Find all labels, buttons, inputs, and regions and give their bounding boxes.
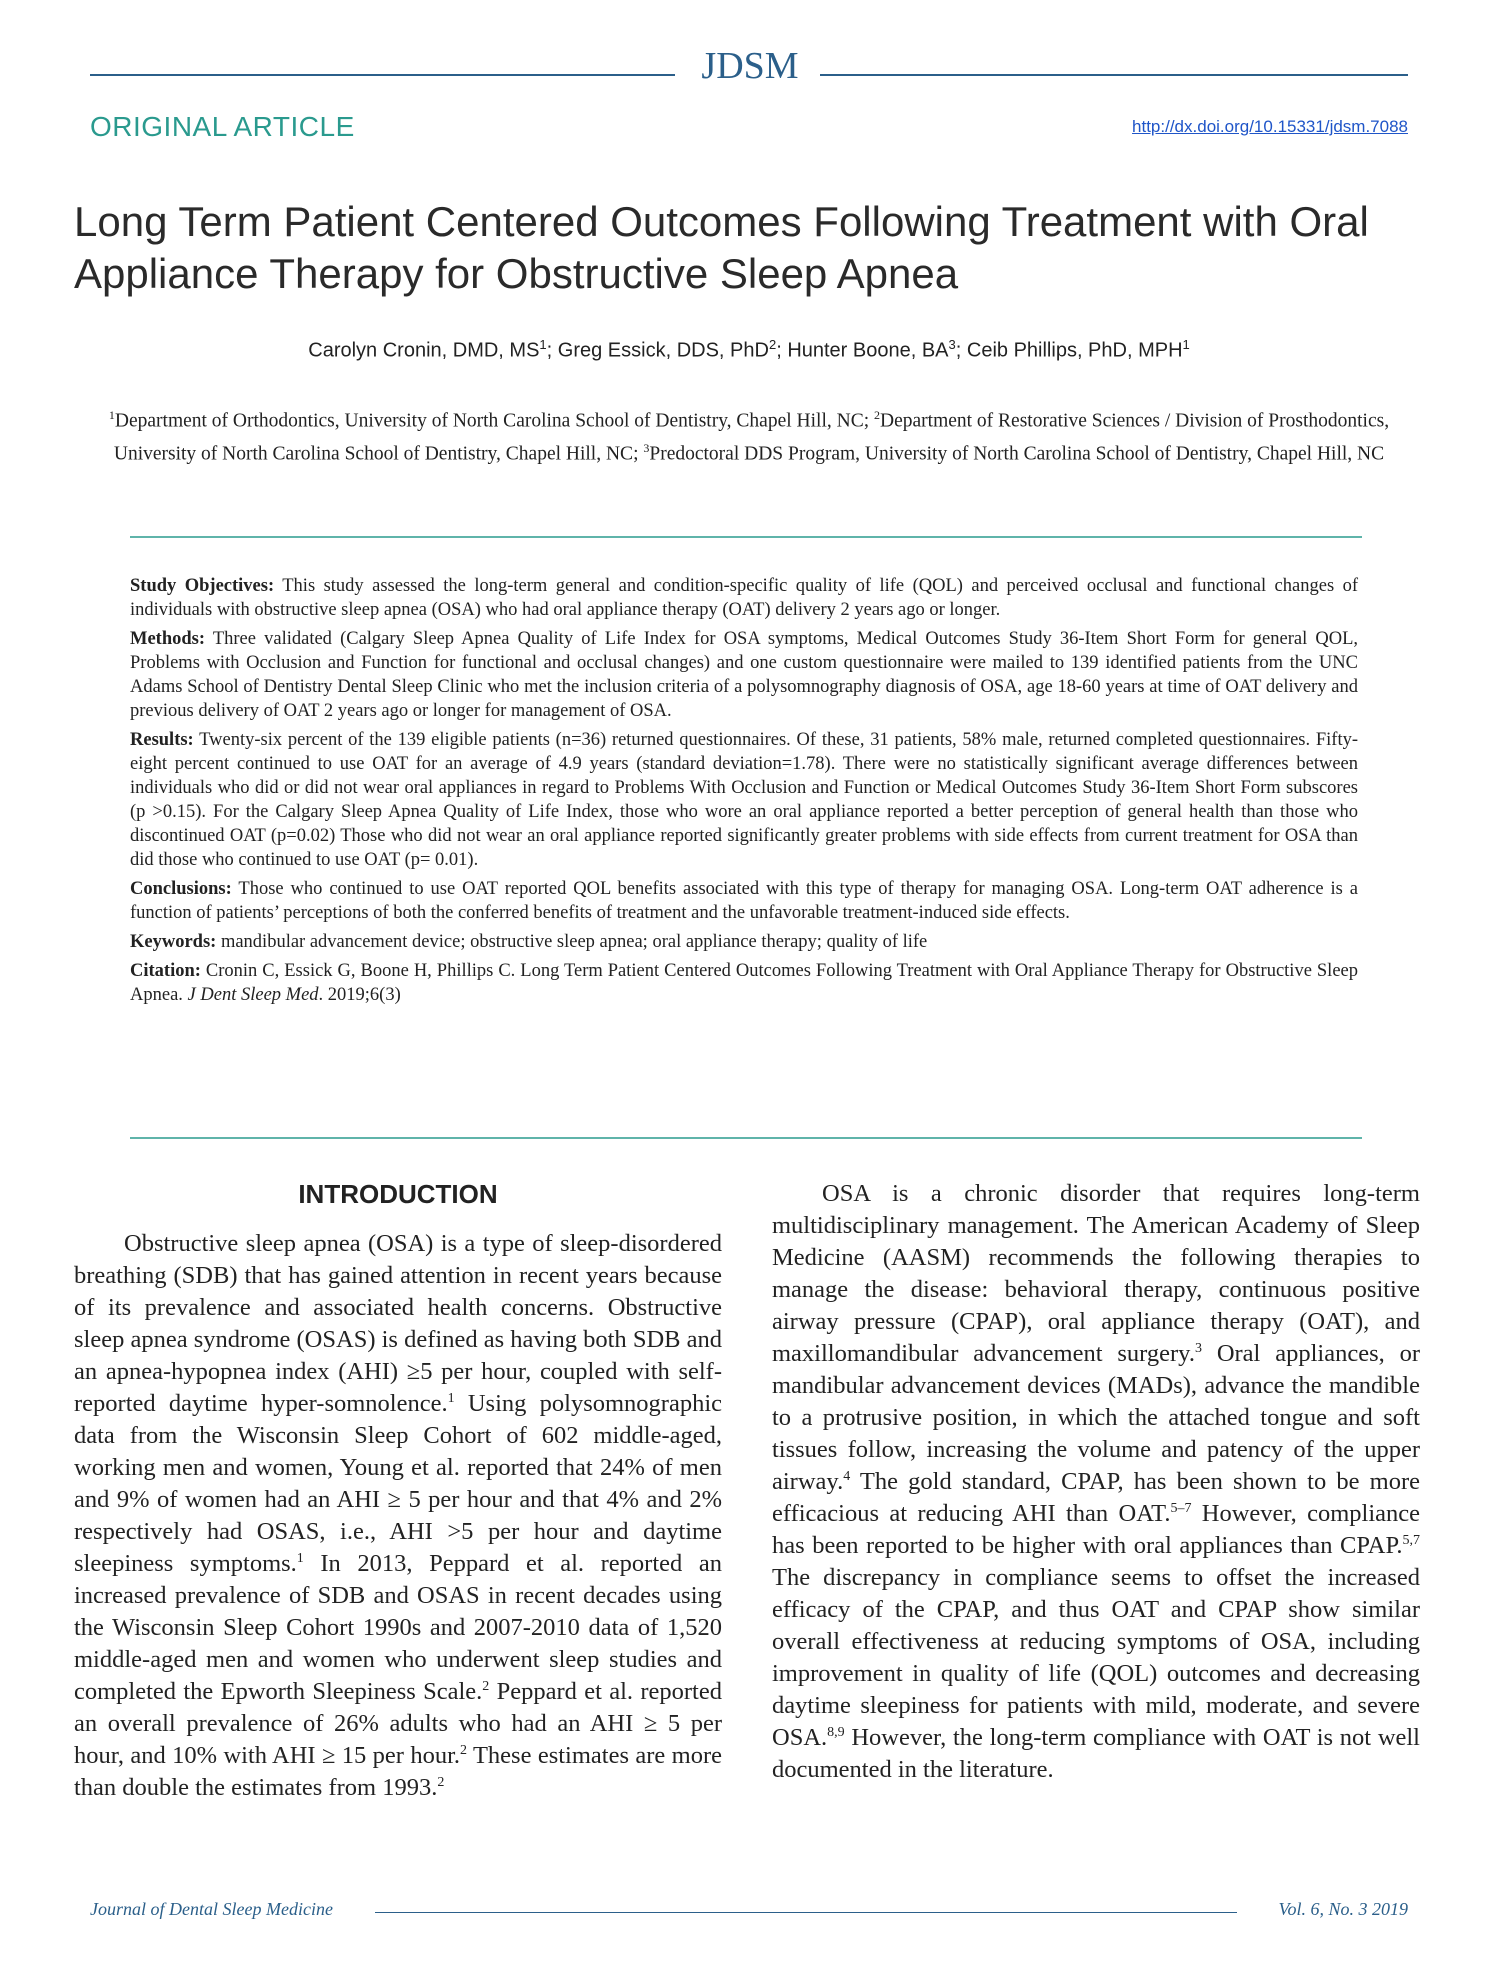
- citation-reference: 1: [296, 1550, 304, 1566]
- citation-reference: 2: [437, 1774, 445, 1790]
- footer-rule: [375, 1912, 1237, 1913]
- citation-reference: 1: [447, 1390, 455, 1406]
- abstract-citation: Citation: Cronin C, Essick G, Boone H, Phillips C. Long Term Patient Centered Outcomes Following Treatment with Oral Appliance Therapy for Obstructive Sleep Apnea. J Dent Sleep Med. 2019;6(3): [130, 961, 1358, 1005]
- author-affiliation-mark: 3: [948, 337, 956, 352]
- citation-reference: 5,7: [1402, 1532, 1420, 1548]
- author-name: Carolyn Cronin, DMD, MS: [308, 339, 540, 362]
- abstract-results: Results: Twenty-six percent of the 139 eligible patients (n=36) returned questionnaires. Of these, 31 patients, 58% male, returned completed questionnaires. Fifty-eight percent continued to use OAT for an average of 4.9 years (standard deviation=1.78). There were no statistically significant average differences between individuals who did or did not wear oral appliances in regard to Problems With Occlusion and Function or Medical Outcomes Study 36-Item Short Form subscores (p >0.15). For the Calgary Sleep Apnea Quality of Life Index, those who wore an oral appliance reported a better perception of general health than those who discontinued OAT (p=0.02) Those who did not wear an oral appliance reported significantly greater problems with side effects from current treatment for OSA than did those who continued to use OAT (p= 0.01).: [130, 730, 1358, 870]
- author-affiliation-mark: 2: [768, 337, 777, 352]
- journal-logo: JDSM: [701, 45, 799, 87]
- body-text: Oral appliances, or mandibular advancement devices (MADs), advance the mandible to a protrusive position, in which the attached tongue and soft tissues follow, increasing the volume and patency of the upper airway.: [772, 1340, 1420, 1495]
- left-column: [74, 1178, 722, 1804]
- author-affiliation-mark: 1: [1182, 337, 1190, 352]
- affiliations: [74, 402, 1424, 467]
- doi-link[interactable]: http://dx.doi.org/10.15331/jdsm.7088: [1132, 117, 1408, 136]
- body-text: Obstructive sleep apnea (OSA) is a type of sleep-disordered breathing (SDB) that has gained attention in recent years because of its prevalence and associated health concerns. Obstructive sleep apnea syndrome (OSAS) is defined as having both SDB and an apnea-hypopnea index (AHI) ≥5 per hour, coupled with self-reported daytime hyper-somnolence.: [74, 1230, 722, 1417]
- citation-reference: 2: [482, 1678, 490, 1694]
- article-type: ORIGINAL ARTICLE: [90, 111, 355, 142]
- body-text: OSA is a chronic disorder that requires long-term multidisciplinary management. The American Academy of Sleep Medicine (AASM) recommends the following therapies to manage the disease: behavioral therapy, continuous positive airway pressure (CPAP), oral appliance therapy (OAT), and maxillomandibular advancement surgery.: [772, 1180, 1420, 1367]
- footer-journal-name: Journal of Dental Sleep Medicine: [90, 1899, 333, 1919]
- abstract-objectives: Study Objectives: This study assessed the long-term general and condition-specific quality of life (QOL) and perceived occlusal and functional changes of individuals with obstructive sleep apnea (OSA) who had oral appliance therapy (OAT) delivery 2 years ago or longer.: [130, 576, 1358, 620]
- citation-reference: 4: [843, 1468, 851, 1484]
- body-text: Using polysomnographic data from the Wisconsin Sleep Cohort of 602 middle-aged, working men and women, Young et al. reported that 24% of men and 9% of women had an AHI ≥ 5 per hour and that 4% and 2% respectively had OSAS, i.e., AHI >5 per hour and daytime sleepiness symptoms.: [74, 1390, 722, 1577]
- footer-volume: Vol. 6, No. 3 2019: [1278, 1899, 1408, 1919]
- body-text: Peppard et al. reported an overall prevalence of 26% adults who had an AHI ≥ 5 per hour, and 10% with AHI ≥ 15 per hour.: [74, 1678, 722, 1769]
- intro-paragraph-left: [74, 1228, 722, 1804]
- affiliation-text: Predoctoral DDS Program, University of North Carolina School of Dentistry, Chapel Hill, NC: [649, 443, 1385, 464]
- abstract-conclusions: Conclusions: Those who continued to use OAT reported QOL benefits associated with this type of therapy for managing OSA. Long-term OAT adherence is a function of patients’ perceptions of both the conferred benefits of treatment and the unfavorable treatment-induced side effects.: [130, 879, 1358, 923]
- body-text: However, the long-term compliance with OAT is not well documented in the literature.: [772, 1724, 1420, 1783]
- abstract-top-rule: [130, 536, 1362, 538]
- author-affiliation-mark: 1: [539, 337, 547, 352]
- abstract-methods: Methods: Three validated (Calgary Sleep Apnea Quality of Life Index for OSA symptoms, Medical Outcomes Study 36-Item Short Form for general QOL, Problems with Occlusion and Function for functional and occlusal changes) and one custom questionnaire were mailed to 139 identified patients from the UNC Adams School of Dentistry Dental Sleep Clinic who met the inclusion criteria of a polysomnography diagnosis of OSA, age 18-60 years at time of OAT delivery and previous delivery of OAT 2 years ago or longer for management of OSA.: [130, 629, 1358, 721]
- affiliation-number: 2: [874, 408, 881, 422]
- citation-reference: 2: [460, 1742, 468, 1758]
- author-name: Greg Essick, DDS, PhD: [557, 339, 769, 362]
- affiliation-number: 3: [643, 440, 650, 455]
- body-text: These estimates are more than double the estimates from 1993.: [74, 1742, 722, 1801]
- citation-reference: 5–7: [1170, 1500, 1192, 1516]
- abstract-bottom-rule: [130, 1137, 1362, 1139]
- affiliation-text: Department of Restorative Sciences / Division of Prosthodontics, University of North Carolina School of Dentistry, Chapel Hill, NC;: [113, 410, 1390, 464]
- article-title: Long Term Patient Centered Outcomes Following Treatment with Oral Appliance Therapy for Obstructive Sleep Apnea: [74, 198, 1369, 297]
- body-text: The discrepancy in compliance seems to offset the increased efficacy of the CPAP, and thus OAT and CPAP show similar overall effectiveness at reducing symptoms of OSA, including improvement in quality of life (QOL) outcomes and decreasing daytime sleepiness for patients with mild, moderate, and severe OSA.: [772, 1564, 1420, 1751]
- author-name: Hunter Boone, BA: [787, 339, 949, 362]
- body-text: However, compliance has been reported to be higher with oral appliances than CPAP.: [772, 1500, 1420, 1559]
- author-name: Ceib Phillips, PhD, MPH: [966, 339, 1183, 362]
- affiliation-number: 1: [108, 408, 115, 422]
- header-rule-left: [90, 74, 675, 76]
- intro-paragraph-right: [772, 1178, 1420, 1786]
- section-heading-introduction: INTRODUCTION: [298, 1179, 498, 1209]
- author-list: Carolyn Cronin, DMD, $MS^1$; Greg Essick, DDS, PhD$^2$; Hunter Boone, $BA^3$; Ceib Phillips, PhD, MPH$^1$: [308, 337, 1190, 362]
- citation-reference: 3: [1194, 1340, 1202, 1356]
- header-rule-right: [820, 74, 1408, 76]
- citation-reference: 8,9: [827, 1724, 845, 1740]
- abstract-keywords: Keywords: mandibular advancement device; obstructive sleep apnea; oral appliance therapy; quality of life: [130, 932, 928, 952]
- right-column: [772, 1178, 1420, 1786]
- body-text: The gold standard, CPAP, has been shown to be more efficacious at reducing AHI than OAT.: [772, 1468, 1420, 1527]
- abstract: [130, 574, 1358, 1012]
- body-text: In 2013, Peppard et al. reported an increased prevalence of SDB and OSAS in recent decades using the Wisconsin Sleep Cohort 1990s and 2007-2010 data of 1,520 middle-aged men and women who underwent sleep studies and completed the Epworth Sleepiness Scale.: [74, 1550, 722, 1705]
- affiliation-text: Department of Orthodontics, University of North Carolina School of Dentistry, Chapel Hill, NC;: [114, 410, 875, 432]
